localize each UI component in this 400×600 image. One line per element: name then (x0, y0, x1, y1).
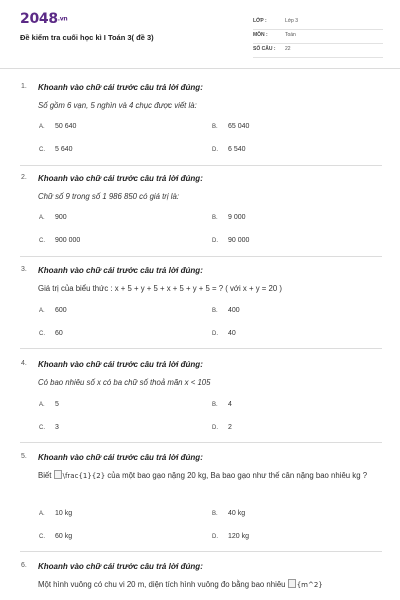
question-stem: Số gồm 6 vạn, 5 nghìn và 4 chục được viết là: (38, 101, 197, 110)
option-text: 900 (55, 214, 67, 221)
option-b[interactable] (212, 123, 249, 130)
option-text: 5 (55, 401, 59, 408)
option-a[interactable] (39, 510, 72, 517)
question-stem (38, 578, 383, 592)
option-a[interactable] (39, 307, 67, 314)
question-number: 1. (21, 83, 27, 90)
option-label: D. (212, 425, 218, 431)
meta-count (253, 43, 383, 58)
option-label: A. (39, 215, 45, 221)
option-text: 900 000 (55, 237, 81, 244)
option-label: B. (212, 215, 218, 221)
question-instruction: Khoanh vào chữ cái trước câu trả lời đúng: (38, 453, 203, 462)
meta-subject-value: Toán (285, 32, 296, 38)
option-b[interactable] (212, 510, 245, 517)
option-text: 60 kg (55, 533, 73, 540)
option-label: D. (212, 331, 218, 337)
exam-header (0, 0, 400, 69)
option-text: 65 040 (228, 123, 250, 130)
option-text: 120 kg (228, 533, 250, 540)
meta-subject (253, 29, 383, 44)
option-text: 600 (55, 307, 67, 314)
meta-count-key: SỐ CÂU : (253, 46, 276, 52)
option-text: 40 kg (228, 510, 246, 517)
option-a[interactable] (39, 123, 76, 130)
question-number: 5. (21, 453, 27, 460)
option-text: 2 (228, 424, 232, 431)
option-text: 400 (228, 307, 240, 314)
option-a[interactable] (39, 214, 67, 221)
option-c[interactable] (39, 424, 59, 431)
option-label: B. (212, 308, 218, 314)
option-c[interactable] (39, 237, 80, 244)
broken-image-icon (288, 579, 296, 588)
divider (20, 551, 382, 552)
option-text: 40 (228, 330, 236, 337)
question-stem: Chữ số 9 trong số 1 986 850 có giá trị là: (38, 192, 180, 201)
stem-formula: {m^2} (296, 581, 323, 589)
option-b[interactable] (212, 401, 232, 408)
option-c[interactable] (39, 533, 72, 540)
option-text: 5 640 (55, 146, 73, 153)
option-label: C. (39, 238, 45, 244)
option-label: D. (212, 238, 218, 244)
option-label: C. (39, 534, 45, 540)
logo-suffix: .vn (57, 15, 68, 23)
divider (20, 165, 382, 166)
option-label: A. (39, 511, 45, 517)
broken-image-icon (54, 470, 62, 479)
option-d[interactable] (212, 237, 249, 244)
option-d[interactable] (212, 146, 246, 153)
meta-count-value: 22 (285, 46, 291, 52)
option-text: 60 (55, 330, 63, 337)
question-instruction: Khoanh vào chữ cái trước câu trả lời đúng: (38, 174, 203, 183)
option-a[interactable] (39, 401, 59, 408)
option-label: D. (212, 147, 218, 153)
meta-class-value: Lớp 3 (285, 18, 299, 24)
option-text: 3 (55, 424, 59, 431)
option-label: B. (212, 124, 218, 130)
divider (20, 348, 382, 349)
meta-class-key: LỚP : (253, 18, 267, 24)
option-text: 9 000 (228, 214, 246, 221)
stem-prefix: Một hình vuông có chu vi 20 m, diện tích hình vuông đo bằng bao nhiêu (38, 580, 288, 589)
question-number: 3. (21, 266, 27, 273)
option-b[interactable] (212, 214, 246, 221)
divider (20, 256, 382, 257)
option-text: 4 (228, 401, 232, 408)
stem-suffix: của một bao gạo nặng 20 kg, Ba bao gạo như thế cân nặng bao nhiêu kg ? (105, 471, 368, 480)
option-label: C. (39, 147, 45, 153)
stem-formula: \frac{1}{2} (62, 472, 106, 480)
option-c[interactable] (39, 330, 63, 337)
question-number: 2. (21, 174, 27, 181)
question-stem: Giá trị của biểu thức : x + 5 + y + 5 + x + 5 + y + 5 = ? ( với x + y = 20 ) (38, 284, 282, 293)
option-label: B. (212, 402, 218, 408)
option-label: A. (39, 308, 45, 314)
meta-subject-key: MÔN : (253, 32, 268, 38)
option-label: A. (39, 402, 45, 408)
divider (20, 442, 382, 443)
exam-title: Đề kiểm tra cuối học kì I Toán 3( đề 3) (20, 33, 154, 42)
option-c[interactable] (39, 146, 73, 153)
question-number: 6. (21, 562, 27, 569)
option-label: C. (39, 331, 45, 337)
question-instruction: Khoanh vào chữ cái trước câu trả lời đúng: (38, 266, 203, 275)
option-label: D. (212, 534, 218, 540)
question-instruction: Khoanh vào chữ cái trước câu trả lời đúng: (38, 562, 203, 571)
site-logo[interactable] (20, 11, 67, 27)
question-stem: Có bao nhiêu số x có ba chữ số thoả mãn x < 105 (38, 378, 211, 387)
option-label: B. (212, 511, 218, 517)
option-b[interactable] (212, 307, 240, 314)
question-number: 4. (21, 360, 27, 367)
option-text: 10 kg (55, 510, 73, 517)
question-instruction: Khoanh vào chữ cái trước câu trả lời đúng: (38, 83, 203, 92)
option-label: C. (39, 425, 45, 431)
option-text: 6 540 (228, 146, 246, 153)
meta-class (253, 15, 383, 30)
option-text: 50 640 (55, 123, 77, 130)
option-label: A. (39, 124, 45, 130)
question-stem (38, 469, 383, 483)
logo-main: 2048 (20, 11, 58, 27)
question-instruction: Khoanh vào chữ cái trước câu trả lời đúng: (38, 360, 203, 369)
option-d[interactable] (212, 533, 249, 540)
option-d[interactable] (212, 330, 236, 337)
stem-prefix: Biết (38, 471, 54, 480)
option-d[interactable] (212, 424, 232, 431)
option-text: 90 000 (228, 237, 250, 244)
